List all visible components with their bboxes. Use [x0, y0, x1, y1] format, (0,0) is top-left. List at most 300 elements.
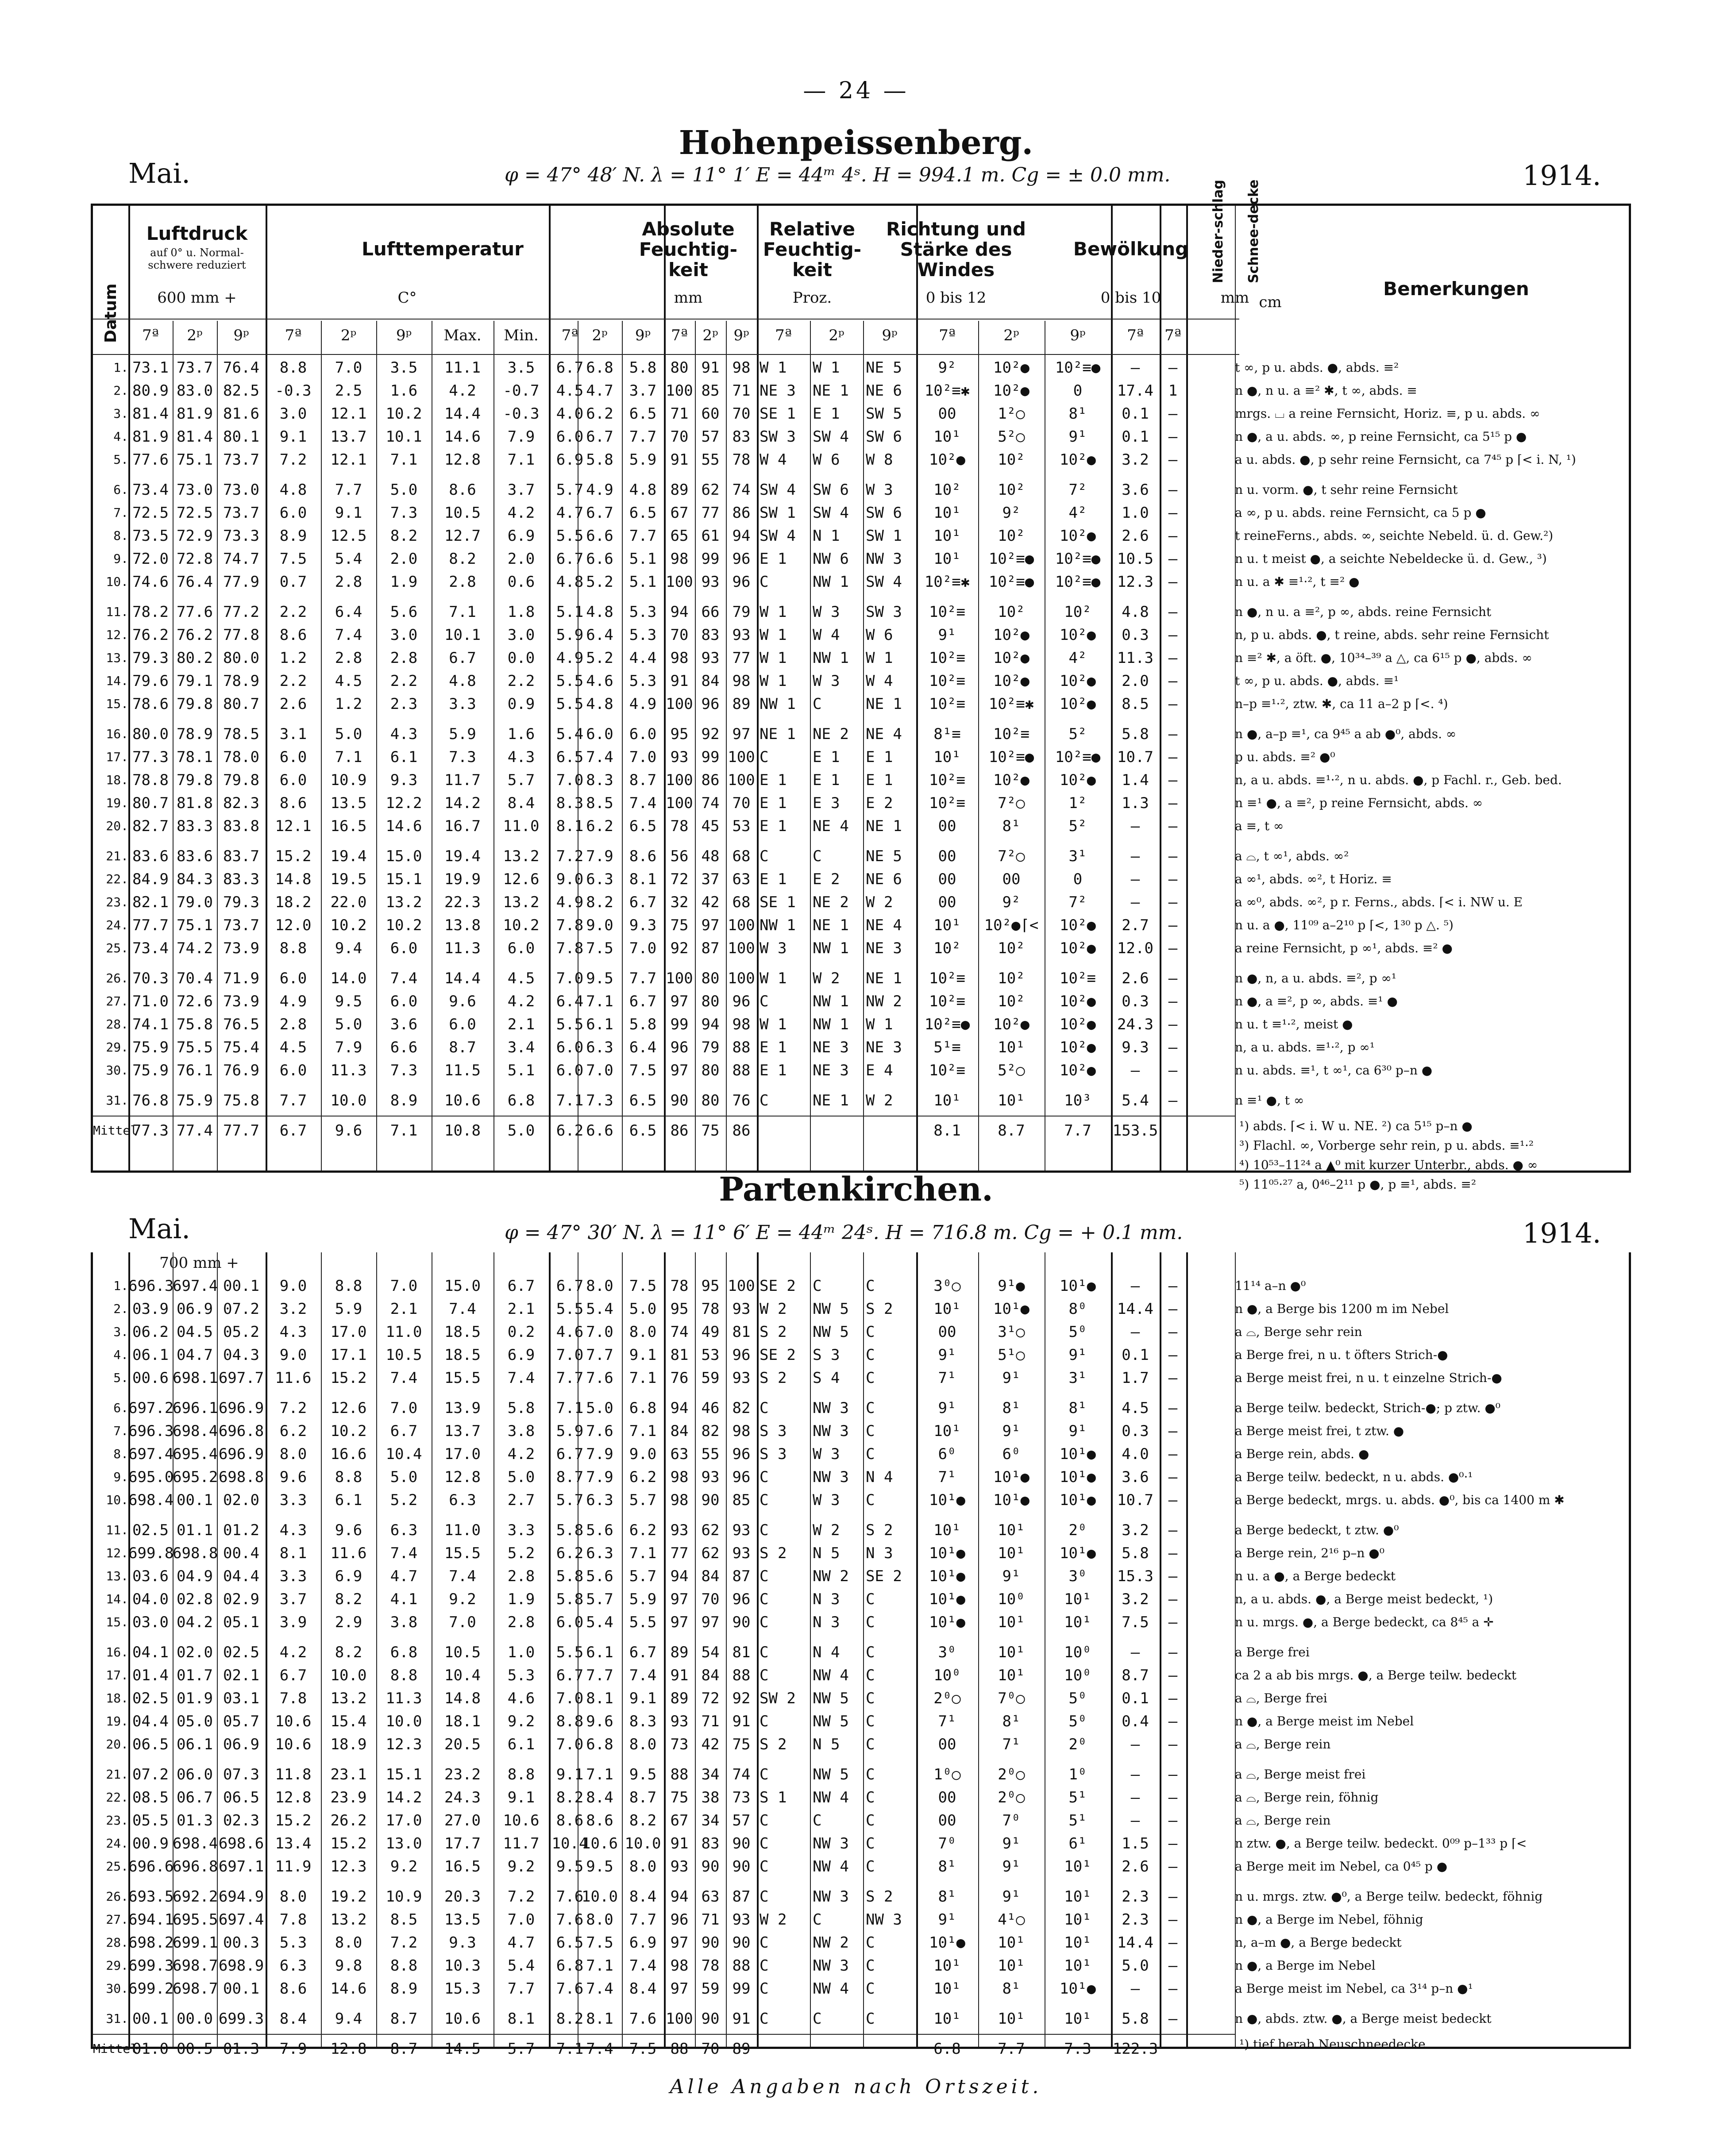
data-cell: – [1168, 1590, 1178, 1608]
data-cell: 7.4 [449, 1300, 476, 1318]
data-cell: 100 [728, 916, 755, 934]
data-cell: 10.6 [582, 1835, 618, 1852]
data-cell: 5¹○ [998, 1346, 1025, 1364]
data-cell: 4.7 [507, 1934, 535, 1952]
data-cell: 8.1 [556, 817, 584, 835]
column-divider [1186, 1252, 1188, 2047]
data-cell: 10¹ [998, 1039, 1025, 1056]
data-cell: 8.5 [1122, 695, 1149, 713]
data-cell: 98 [732, 1016, 751, 1033]
data-cell: 0 [1073, 870, 1083, 888]
data-cell: – [1168, 626, 1178, 644]
data-cell: SW 4 [813, 428, 849, 446]
data-cell: 70.3 [132, 970, 169, 987]
data-cell: 2.7 [1122, 916, 1149, 934]
data-cell: 90 [701, 1934, 720, 1952]
table-row [93, 914, 1629, 937]
data-cell: 10¹● [993, 1300, 1030, 1318]
remark-cell: a ∞, p u. abds. reine Fernsicht, ca 5 p ● [1235, 505, 1486, 520]
data-cell: 5.7 [629, 1491, 657, 1509]
data-cell: 6.8 [556, 1957, 584, 1975]
data-cell: 8.2 [390, 527, 418, 545]
data-cell: 6.7 [279, 1122, 307, 1140]
data-cell: 6.6 [390, 1039, 418, 1056]
data-cell: 98 [670, 1468, 689, 1486]
data-cell: 70 [670, 626, 689, 644]
data-cell: 10¹ [1064, 1613, 1091, 1631]
data-cell: C [866, 1858, 875, 1875]
data-cell: 10.9 [386, 1888, 422, 1906]
remark-cell: n ●, n u. a ≡² ✱, t ∞, abds. ≡ [1235, 383, 1417, 398]
data-cell: 99 [701, 748, 720, 766]
data-cell: 7.9 [586, 1445, 613, 1463]
data-cell: 74 [701, 794, 720, 812]
subheader-t2: 2ᵖ [1003, 327, 1019, 344]
data-cell: 4.2 [279, 1644, 307, 1661]
data-cell: – [1168, 1399, 1178, 1417]
data-cell: 80 [701, 1062, 720, 1079]
data-cell: 7.0 [507, 1911, 535, 1929]
data-cell: 7.4 [586, 748, 613, 766]
data-cell: 88 [732, 1957, 751, 1975]
data-cell: 81 [732, 1323, 751, 1341]
data-cell: 6. [113, 482, 128, 497]
subheader-t7: 7ª [561, 327, 578, 344]
data-cell: 5.5 [556, 1644, 584, 1661]
data-cell: 12.8 [275, 1789, 312, 1806]
data-cell: 10²≡✱ [924, 382, 970, 400]
data-cell: 83.6 [177, 847, 213, 865]
data-cell: 8.4 [629, 1888, 657, 1906]
remark-cell: n u. mrgs. ztw. ●⁰, a Berge teilw. bedeckt, föhnig [1235, 1889, 1543, 1904]
data-cell: 10¹ [1064, 1934, 1091, 1952]
data-cell: 10.2 [330, 916, 367, 934]
data-cell: 80.7 [223, 695, 259, 713]
data-cell: W 4 [813, 626, 840, 644]
data-cell: 48 [701, 847, 720, 865]
remark-cell: n ≡¹ ●, t ∞ [1235, 1093, 1304, 1108]
data-cell: 9.2 [507, 1858, 535, 1875]
data-cell: 7.6 [556, 1980, 584, 1998]
data-cell: 7.8 [556, 916, 584, 934]
data-cell: 77.6 [132, 451, 169, 469]
data-cell: NW 2 [813, 1934, 849, 1952]
data-cell: C [760, 2010, 769, 2028]
data-cell [757, 1119, 813, 1142]
data-cell: – [1168, 1888, 1178, 1906]
data-cell: 12.3 [386, 1736, 422, 1753]
data-cell: 9² [1002, 893, 1021, 911]
data-cell: 83.0 [177, 382, 213, 400]
data-cell: – [1168, 1544, 1178, 1562]
data-cell: E 2 [813, 870, 840, 888]
data-cell: 77.8 [223, 626, 259, 644]
data-cell: W 1 [866, 1016, 893, 1033]
data-cell: 5.0 [335, 1016, 362, 1033]
table-row [93, 1977, 1629, 2000]
data-cell: 9² [938, 359, 956, 377]
data-cell: 5.1 [629, 573, 657, 591]
absolute-feuchtigkeit-header: Absolute Feuchtig-keit [639, 218, 738, 281]
remark-cell: n ●, a Berge im Nebel [1235, 1958, 1376, 1973]
data-cell: 93 [670, 1713, 689, 1730]
data-cell: 10²● [1060, 916, 1096, 934]
data-cell: 7.3 [586, 1092, 613, 1109]
data-cell: 4.7 [390, 1567, 418, 1585]
table-row [93, 478, 1629, 501]
data-cell: 32 [670, 893, 689, 911]
data-cell: 01.4 [132, 1667, 169, 1684]
data-cell: 4.3 [390, 725, 418, 743]
data-cell: 7.3 [390, 1062, 418, 1079]
table-row [93, 1832, 1629, 1855]
data-cell: NW 5 [813, 1766, 849, 1783]
data-cell: 11.3 [444, 939, 481, 957]
data-cell: 80.0 [223, 649, 259, 667]
data-cell: 21. [106, 849, 128, 863]
data-cell: C [813, 695, 822, 713]
data-cell: 7⁰○ [998, 1690, 1025, 1707]
data-cell: 3¹ [1068, 847, 1087, 865]
data-cell: 7.0 [629, 748, 657, 766]
subheader-t7: 7ª [285, 327, 302, 344]
data-cell: 82 [732, 1399, 751, 1417]
data-cell: 1⁰ [1068, 1766, 1087, 1783]
data-cell: 8.8 [335, 1468, 362, 1486]
data-cell: 8.6 [279, 1980, 307, 1998]
data-cell: 97 [670, 1934, 689, 1952]
data-cell: 6.1 [586, 1016, 613, 1033]
data-cell: 75.4 [223, 1039, 259, 1056]
data-cell: 7.1 [629, 1369, 657, 1387]
remark-cell: 11¹⁴ a–n ●⁰ [1235, 1278, 1306, 1293]
data-cell: 100 [666, 771, 693, 789]
data-cell: – [1168, 504, 1178, 522]
data-cell: 72.8 [177, 550, 213, 568]
data-cell: 8.8 [279, 939, 307, 957]
sub-column-divider [863, 1252, 864, 2047]
data-cell: C [760, 573, 769, 591]
remark-cell: a ∞⁰, abds. ∞², p r. Ferns., abds. ⌈< i. NW u. E [1235, 895, 1523, 909]
table-row [93, 601, 1629, 624]
data-cell: 5¹ [1068, 1812, 1087, 1829]
data-cell: 30. [106, 1981, 128, 1996]
table-row [93, 2007, 1629, 2030]
data-cell: 4.9 [586, 481, 613, 499]
data-cell: NW 4 [813, 1858, 849, 1875]
data-cell: 12.3 [330, 1858, 367, 1875]
data-cell: 7.4 [629, 1667, 657, 1684]
data-cell: 03.1 [223, 1690, 259, 1707]
data-cell: 17.7 [444, 1835, 481, 1852]
data-cell: 7.7 [335, 481, 362, 499]
data-cell: W 3 [813, 672, 840, 690]
data-cell: 11.7 [444, 771, 481, 789]
sub-column-divider [622, 1252, 623, 2047]
data-cell: 9.3 [1122, 1039, 1149, 1056]
data-cell: 122.3 [1112, 2040, 1158, 2058]
data-cell: 3.7 [629, 382, 657, 400]
remark-cell: a ⌓, Berge sehr rein [1235, 1324, 1362, 1339]
data-cell: 02.0 [223, 1491, 259, 1509]
data-cell: 93 [732, 1369, 751, 1387]
data-cell: W 3 [813, 603, 840, 621]
data-cell: 10.4 [551, 1835, 588, 1852]
data-cell: 4.9 [556, 649, 584, 667]
data-cell: W 2 [760, 1911, 787, 1929]
data-cell: 9.5 [556, 1858, 584, 1875]
data-cell: 5¹≡ [933, 1039, 961, 1056]
data-cell: 10.6 [503, 1812, 540, 1829]
data-cell: W 3 [866, 481, 893, 499]
data-cell: 6.1 [390, 748, 418, 766]
data-cell: 60 [701, 405, 720, 423]
data-cell: 2.3 [1122, 1888, 1149, 1906]
niederschlag-unit: mm [1220, 289, 1249, 307]
data-cell: 10¹ [933, 916, 961, 934]
data-cell: 72 [701, 1690, 720, 1707]
data-cell: 76.2 [132, 626, 169, 644]
data-cell: W 1 [760, 359, 787, 377]
data-cell: 8.3 [629, 1713, 657, 1730]
data-cell: – [1168, 1812, 1178, 1829]
data-cell: 97 [701, 916, 720, 934]
data-cell: 5.3 [629, 603, 657, 621]
data-cell: 2.0 [390, 550, 418, 568]
data-cell: 2.0 [1122, 672, 1149, 690]
data-cell: 78.2 [132, 603, 169, 621]
data-cell: 10²≡ [993, 725, 1030, 743]
data-cell: 10¹● [1060, 1491, 1096, 1509]
data-cell: 6.5 [556, 748, 584, 766]
data-cell: 81.8 [177, 794, 213, 812]
data-cell: 14.4 [1117, 1934, 1153, 1952]
column-divider [1160, 1252, 1161, 2047]
data-cell: 87 [732, 1567, 751, 1585]
data-cell: 3¹ [1068, 1369, 1087, 1387]
data-cell: 9¹ [1002, 1835, 1021, 1852]
data-cell: 14.2 [444, 794, 481, 812]
data-cell: 20.3 [444, 1888, 481, 1906]
data-cell: 10²≡ [929, 1062, 965, 1079]
data-cell: 10¹ [998, 1613, 1025, 1631]
data-cell: 697.1 [218, 1858, 264, 1875]
data-cell: 7.7 [279, 1092, 307, 1109]
data-cell: 6.0 [390, 993, 418, 1010]
data-cell: – [1168, 550, 1178, 568]
data-cell: C [813, 2010, 822, 2028]
data-cell: 93 [701, 1468, 720, 1486]
data-cell: 5⁰ [1068, 1713, 1087, 1730]
data-cell: 01.3 [177, 1812, 213, 1829]
data-cell: 7.4 [586, 1980, 613, 1998]
data-cell: 6.0 [279, 1062, 307, 1079]
data-cell: 1⁰○ [933, 1766, 961, 1783]
data-cell: 02.0 [177, 1644, 213, 1661]
data-cell: W 6 [866, 626, 893, 644]
data-cell: 2.6 [1122, 970, 1149, 987]
data-cell: – [1168, 1835, 1178, 1852]
data-cell: – [1168, 1911, 1178, 1929]
month-label: Mai. [128, 157, 190, 189]
data-cell: 73 [732, 1789, 751, 1806]
remark-cell: n ●, a Berge im Nebel, föhnig [1235, 1912, 1423, 1927]
data-cell: 5.0 [507, 1122, 535, 1140]
data-cell: 1.9 [507, 1590, 535, 1608]
data-cell: 17.0 [386, 1812, 422, 1829]
data-cell: SE 2 [866, 1567, 902, 1585]
bemerkungen-header: Bemerkungen [1383, 278, 1529, 300]
data-cell: 6.7 [556, 1445, 584, 1463]
data-cell: NE 3 [813, 1062, 849, 1079]
data-cell: 88 [732, 1062, 751, 1079]
data-cell: 10¹ [933, 504, 961, 522]
data-cell: 96 [701, 695, 720, 713]
data-cell: 10.5 [444, 1644, 481, 1661]
data-cell: 698.4 [128, 1491, 174, 1509]
data-cell: S 2 [760, 1544, 787, 1562]
data-cell: C [760, 1812, 769, 1829]
data-cell: 10¹● [993, 1491, 1030, 1509]
data-cell: 23. [106, 1813, 128, 1828]
data-cell: NW 4 [813, 1980, 849, 1998]
data-cell: – [1130, 1812, 1140, 1829]
data-cell: – [1130, 893, 1140, 911]
data-cell: C [866, 1690, 875, 1707]
data-cell: 0.1 [1122, 1690, 1149, 1707]
remark-cell: a ∞¹, abds. ∞², t Horiz. ≡ [1235, 872, 1392, 886]
data-cell: 02.9 [223, 1590, 259, 1608]
page-number: — 24 — [803, 77, 909, 104]
remark-cell: n ≡² ✱, a öft. ●, 10³⁴–³⁹ a △, ca 6¹⁵ p ●, abds. ∞ [1235, 651, 1532, 665]
data-cell: W 2 [866, 1092, 893, 1109]
data-cell: 03.9 [132, 1300, 169, 1318]
data-cell: 10.2 [386, 916, 422, 934]
luftdruck-unit-2: 700 mm + [159, 1254, 239, 1272]
data-cell: NE 2 [813, 725, 849, 743]
data-cell: 8.3 [556, 794, 584, 812]
table-row [93, 769, 1629, 792]
data-cell: 13.5 [330, 794, 367, 812]
data-cell: 90 [732, 1835, 751, 1852]
data-cell: 01.9 [177, 1690, 213, 1707]
data-cell: – [1168, 771, 1178, 789]
data-cell: 7.1 [586, 1766, 613, 1783]
data-cell: 80.0 [132, 725, 169, 743]
data-cell: 92 [701, 725, 720, 743]
data-cell: 100 [666, 573, 693, 591]
data-cell: 696.8 [173, 1858, 218, 1875]
data-cell: C [760, 748, 769, 766]
data-cell: 6.7 [556, 1667, 584, 1684]
data-cell: 8.2 [335, 1590, 362, 1608]
data-cell: 07.3 [223, 1766, 259, 1783]
data-cell: 7²○ [998, 794, 1025, 812]
data-cell: SW 4 [760, 481, 796, 499]
subheader-t7: 7ª [1127, 327, 1144, 344]
data-cell: S 4 [813, 1369, 840, 1387]
data-cell: 10²● [993, 1016, 1030, 1033]
footer-note: Alle Angaben nach Ortszeit. [670, 2075, 1042, 2098]
data-cell: 75.9 [132, 1039, 169, 1056]
data-cell: 696.1 [173, 1399, 218, 1417]
data-cell: 5.8 [556, 1567, 584, 1585]
data-cell: 5.7 [586, 1590, 613, 1608]
data-cell: 4.5 [279, 1039, 307, 1056]
data-cell: 5² [1068, 817, 1087, 835]
data-cell: 8¹ [1002, 1713, 1021, 1730]
data-cell: 01.3 [223, 2040, 259, 2058]
data-cell [757, 2037, 813, 2060]
data-cell: – [1168, 603, 1178, 621]
data-cell: 84 [701, 672, 720, 690]
data-cell: 10.1 [386, 428, 422, 446]
data-cell: 6.0 [556, 428, 584, 446]
data-cell: C [760, 1644, 769, 1661]
data-cell: C [760, 1399, 769, 1417]
data-cell: 7.7 [998, 2040, 1025, 2058]
remark-cell: a ⌓, Berge rein [1235, 1813, 1331, 1828]
subheader-t7: 7ª [671, 327, 688, 344]
data-cell: 98 [732, 359, 751, 377]
data-cell: 10²≡● [1055, 748, 1101, 766]
data-cell: 8.6 [279, 794, 307, 812]
data-cell: 00.4 [223, 1544, 259, 1562]
data-cell: 5²○ [998, 428, 1025, 446]
data-cell: 13.2 [330, 1911, 367, 1929]
data-cell: 10²● [993, 771, 1030, 789]
data-cell: 7.7 [507, 1980, 535, 1998]
data-cell: C [813, 847, 822, 865]
table-row [93, 1321, 1629, 1344]
data-cell: 2.3 [390, 695, 418, 713]
data-cell: 94 [732, 527, 751, 545]
data-cell: 7.2 [507, 1888, 535, 1906]
data-cell: – [1168, 794, 1178, 812]
remark-cell: a Berge frei [1235, 1645, 1310, 1659]
data-cell: C [813, 1812, 822, 1829]
data-cell: 24. [106, 1836, 128, 1851]
data-cell: 1.5 [1122, 1835, 1149, 1852]
data-cell: C [866, 2010, 875, 2028]
data-cell: 62 [701, 1544, 720, 1562]
data-cell: 8.7 [556, 1468, 584, 1486]
data-cell: 7.5 [629, 2040, 657, 2058]
data-cell: 72.5 [177, 504, 213, 522]
data-cell: 24.3 [1117, 1016, 1153, 1033]
data-cell: 81 [732, 1644, 751, 1661]
data-cell: 15.3 [444, 1980, 481, 1998]
data-cell: 10¹● [1060, 1277, 1096, 1295]
table-row [93, 624, 1629, 647]
data-cell: 12. [106, 1546, 128, 1560]
data-cell: 1.6 [507, 725, 535, 743]
data-cell: 78.9 [177, 725, 213, 743]
data-cell: 83.7 [223, 847, 259, 865]
data-cell: 7.0 [629, 939, 657, 957]
data-cell: 696.9 [218, 1445, 264, 1463]
data-cell: 9¹ [938, 1911, 956, 1929]
data-cell: 02.5 [223, 1644, 259, 1661]
data-cell: 6.7 [390, 1422, 418, 1440]
data-cell: 98 [732, 672, 751, 690]
data-cell: 9¹ [1002, 1422, 1021, 1440]
data-cell: 5.1 [629, 550, 657, 568]
data-cell: 5.6 [390, 603, 418, 621]
data-cell: 5.4 [586, 1613, 613, 1631]
data-cell: 9² [1002, 504, 1021, 522]
data-cell: 10²≡● [1055, 550, 1101, 568]
